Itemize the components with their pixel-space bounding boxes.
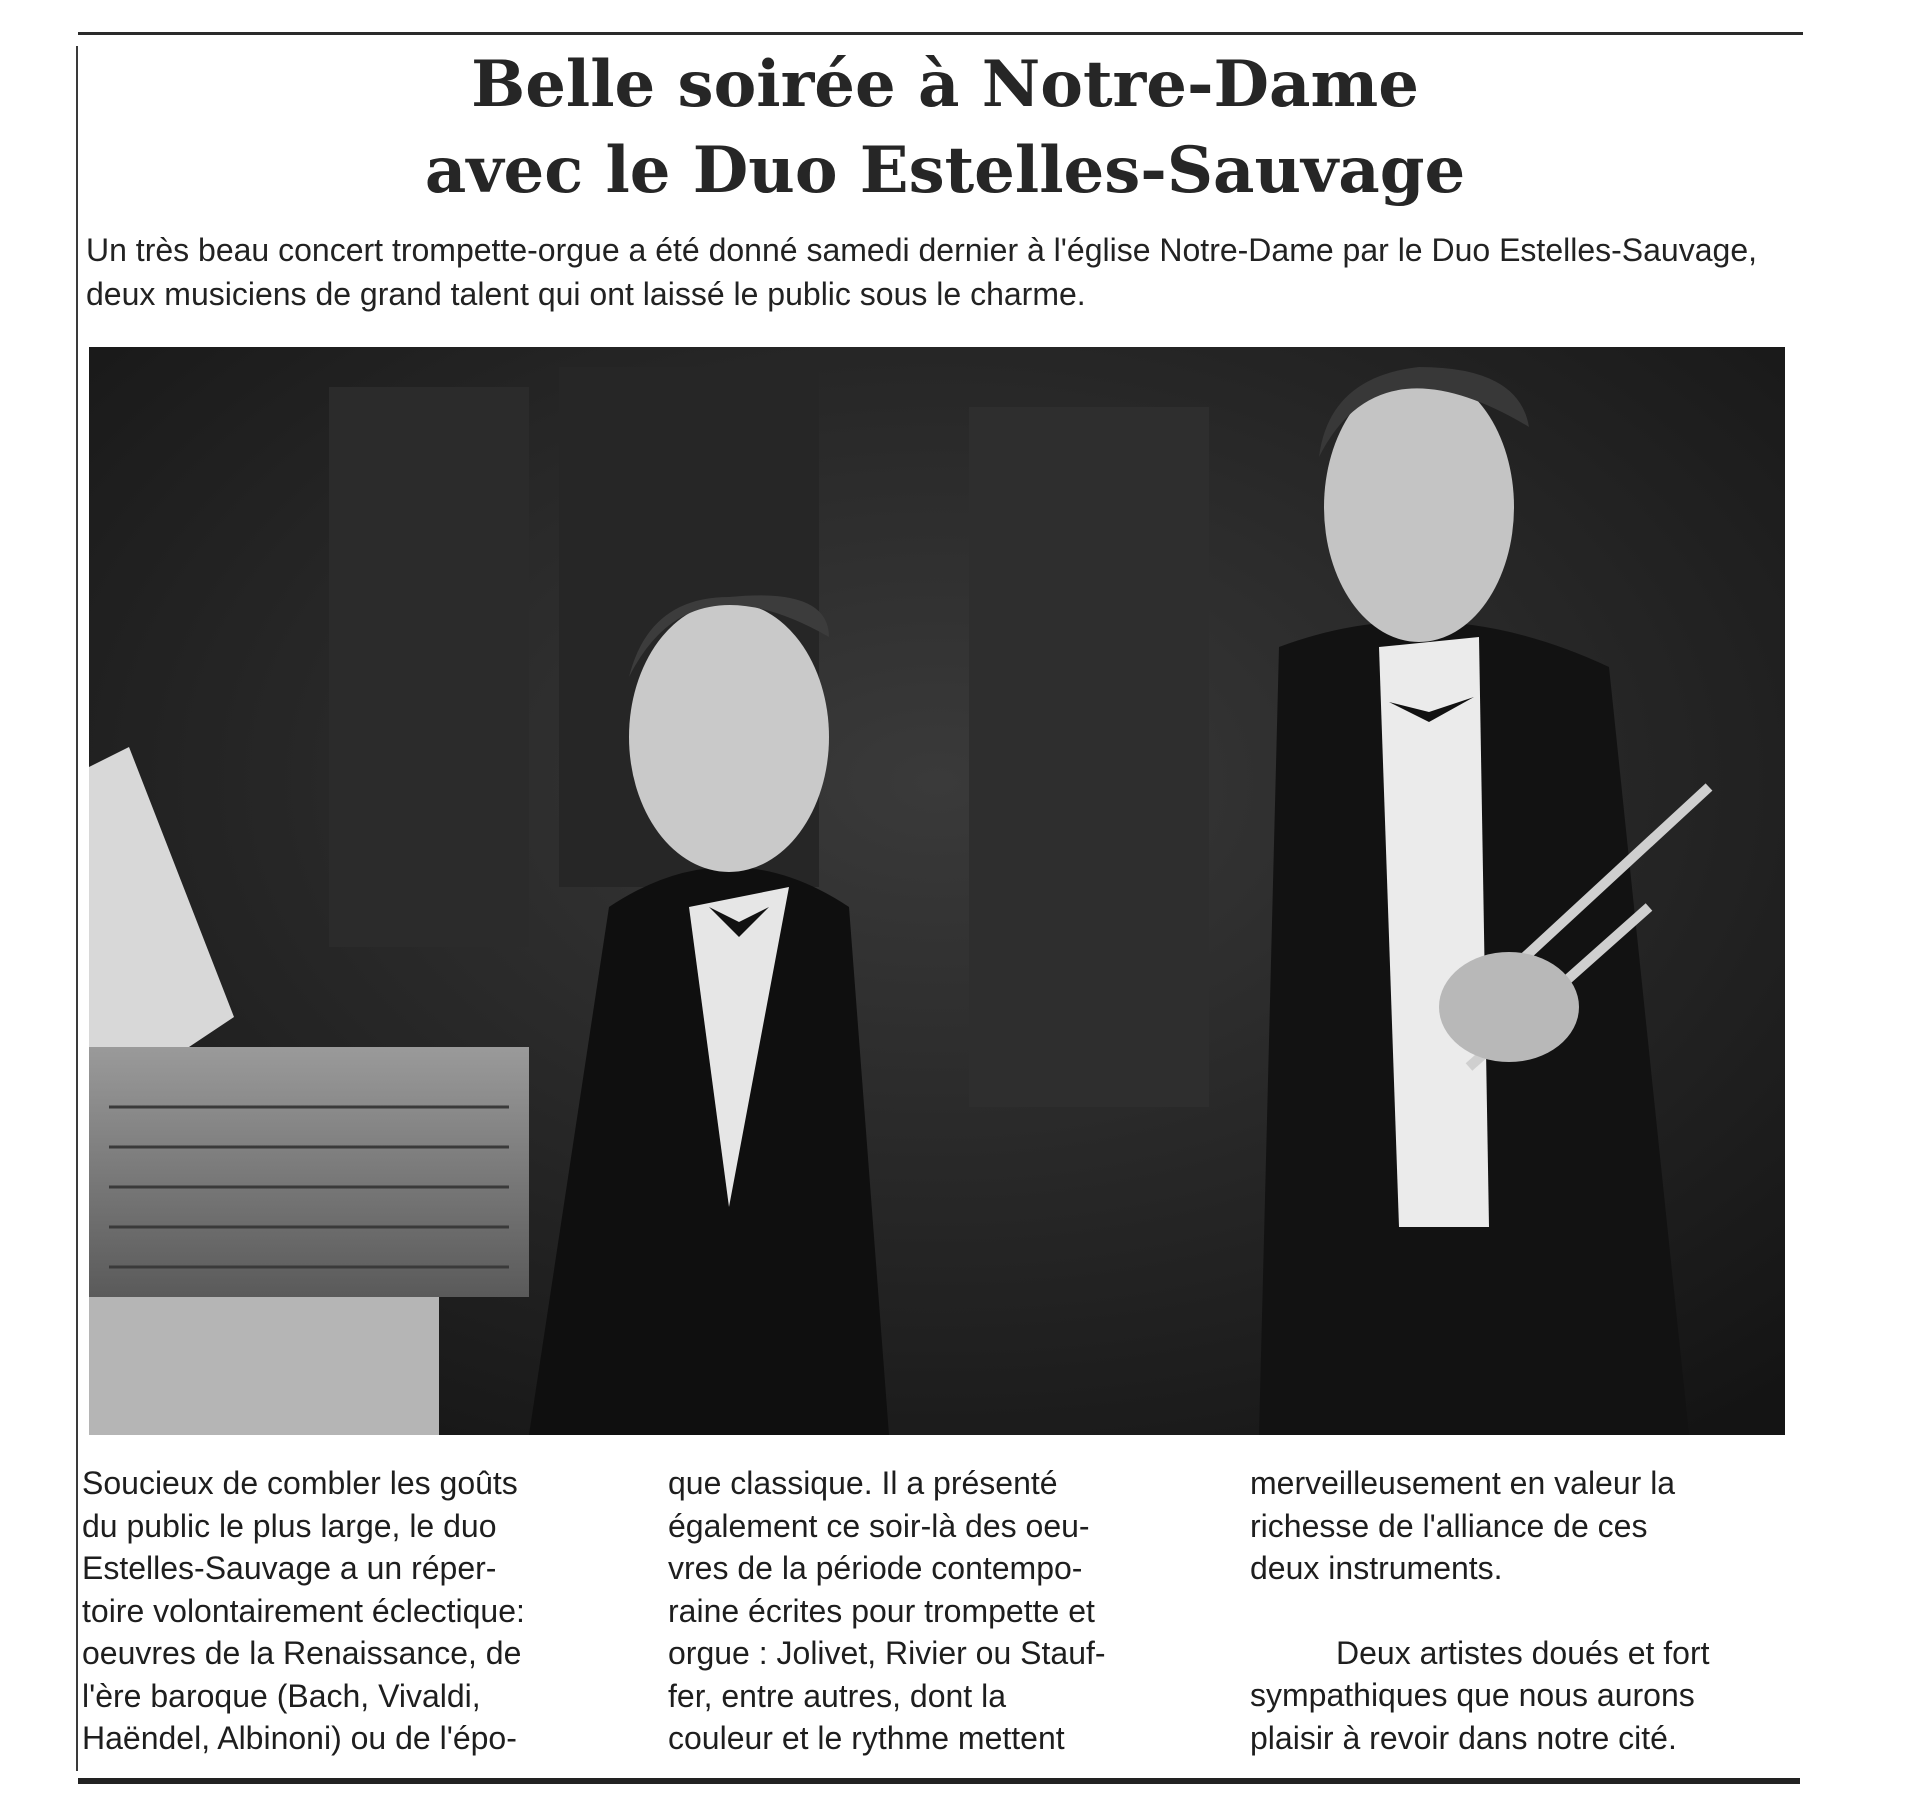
column-3-line: sympathiques que nous aurons <box>1250 1677 1695 1713</box>
article-headline <box>90 42 1800 214</box>
column-1-line: l'ère baroque (Bach, Vivaldi, <box>82 1677 481 1714</box>
column-2-line: également ce soir-là des oeu- <box>668 1507 1090 1544</box>
article-standfirst: Un très beau concert trompette-orgue a été donné samedi dernier à l'église Notre-Dame par le Duo Estelles-Sauvage, deux musiciens de grand talent qui ont laissé le public sous le charme. <box>86 232 1757 312</box>
column-2-line: couleur et le rythme mettent <box>668 1720 1065 1756</box>
photo-illustration <box>89 347 1785 1435</box>
article-column-1 <box>82 1462 630 1760</box>
column-2-line: orgue : Jolivet, Rivier ou Stauf- <box>668 1635 1106 1671</box>
left-rule <box>76 46 78 1771</box>
column-2-line: que classique. Il a présenté <box>668 1465 1058 1501</box>
column-3-line: richesse de l'alliance de ces <box>1250 1507 1648 1544</box>
column-3-line: plaisir à revoir dans notre cité. <box>1250 1719 1677 1756</box>
column-3-line: merveilleusement en valeur la <box>1250 1465 1676 1501</box>
column-3-line: deux instruments. <box>1250 1550 1503 1586</box>
headline-line-2: avec le Duo Estelles-Sauvage <box>424 133 1466 208</box>
column-2-line: vres de la période contempo- <box>668 1550 1083 1586</box>
bottom-rule <box>78 1778 1800 1784</box>
column-1-line: du public le plus large, le duo <box>82 1507 497 1544</box>
column-1-line: Haëndel, Albinoni) ou de l'épo- <box>82 1720 517 1756</box>
headline-line-1: Belle soirée à Notre-Dame <box>471 47 1419 122</box>
column-3-line: Deux artistes doués et fort <box>1336 1634 1710 1671</box>
column-1-line: Estelles-Sauvage a un réper- <box>82 1550 497 1586</box>
top-rule <box>78 32 1803 35</box>
article-column-3 <box>1250 1462 1786 1759</box>
column-1-line: toire volontairement éclectique: <box>82 1592 525 1629</box>
paragraph-gap <box>1250 1590 1786 1632</box>
article-column-2 <box>668 1462 1203 1760</box>
column-2-line: fer, entre autres, dont la <box>668 1677 1006 1714</box>
article-photo <box>89 347 1785 1435</box>
column-1-line: Soucieux de combler les goûts <box>82 1465 518 1501</box>
column-2-line: raine écrites pour trompette et <box>668 1592 1095 1629</box>
column-1-line: oeuvres de la Renaissance, de <box>82 1635 522 1671</box>
